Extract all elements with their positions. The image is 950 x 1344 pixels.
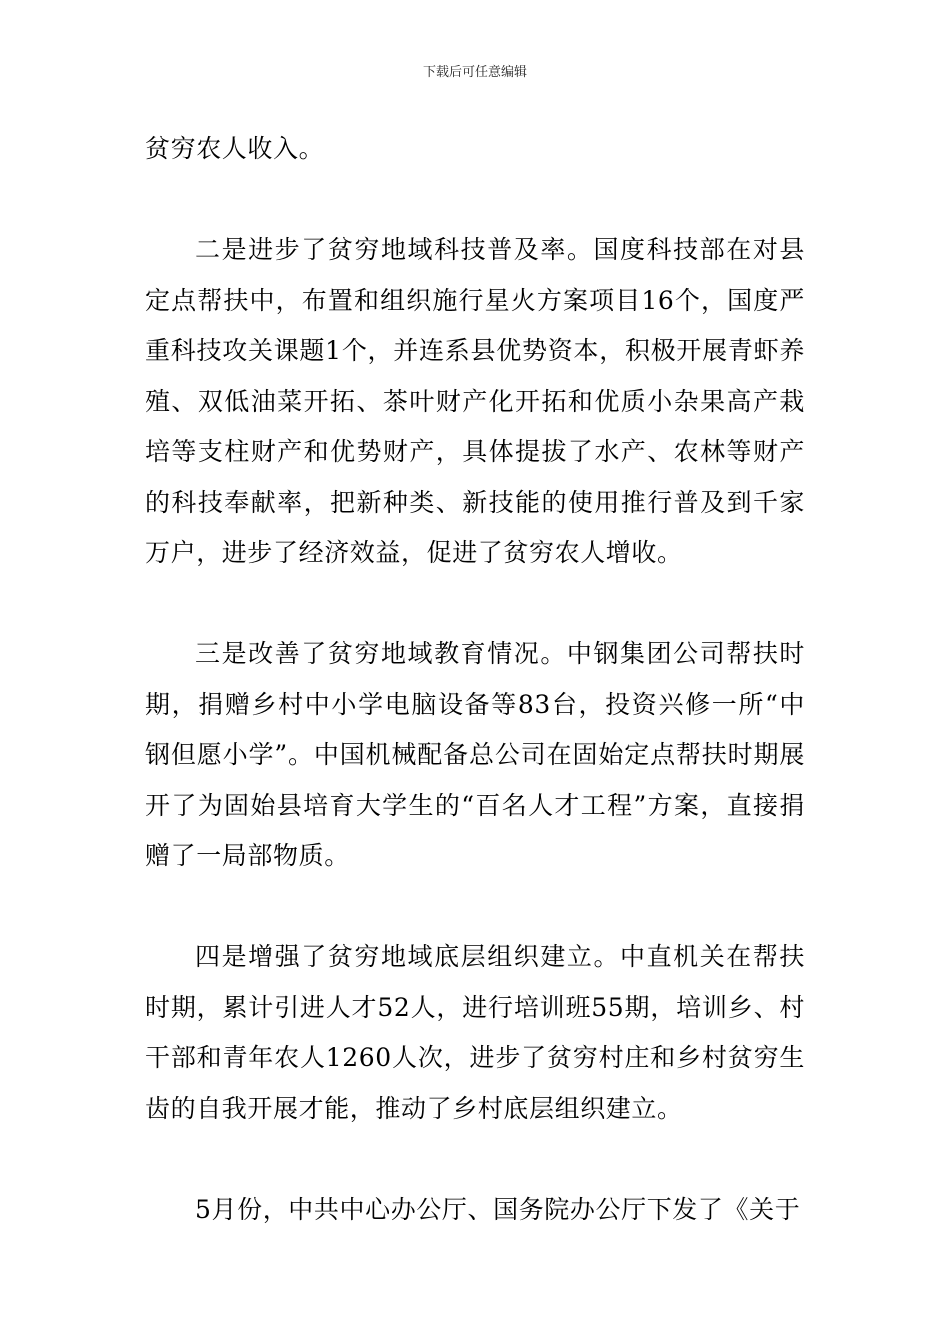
- paragraph-gap: [145, 579, 805, 630]
- page-header: 下载后可任意编辑: [422, 65, 527, 80]
- paragraph-gap: [145, 882, 805, 933]
- paragraph-continuation: 贫穷农人收入。: [145, 134, 325, 163]
- paragraph-may-notice: 5月份，中共中心办公厅、国务院办公厅下发了《关于: [195, 1194, 801, 1224]
- paragraph-technology: 二是进步了贫穷地域科技普及率。国度科技部在对县定点帮扶中，布置和组织施行星火方案项目16个，国度严重科技攻关课题1个，并连系县优势资本，积极开展青虾养殖、双低油菜开拓、茶叶财产化开拓和优质小杂果高产栽培等支柱财产和优势财产，具体提拔了水产、农林等财产的科技奉献率，把新种类、新技能的使用推行普及到千家万户，进步了经济效益，促进了贫穷农人增收。: [145, 235, 805, 567]
- paragraph-organization: 四是增强了贫穷地域底层组织建立。中直机关在帮扶时期，累计引进人才52人，进行培训班55期，培训乡、村干部和青年农人1260人次，进步了贫穷村庄和乡村贫穷生齿的自我开展才能，推动了乡村底层组织建立。: [145, 942, 805, 1123]
- paragraph-education: 三是改善了贫穷地域教育情况。中钢集团公司帮扶时期，捐赠乡村中小学电脑设备等83台，投资兴修一所“中钢但愿小学”。中国机械配备总公司在固始定点帮扶时期展开了为固始县培育大学生的“百名人才工程”方案，直接捐赠了一局部物质。: [145, 639, 805, 870]
- paragraph-gap: [145, 175, 805, 226]
- paragraph-gap: [145, 1134, 805, 1185]
- document-body: [145, 124, 805, 1235]
